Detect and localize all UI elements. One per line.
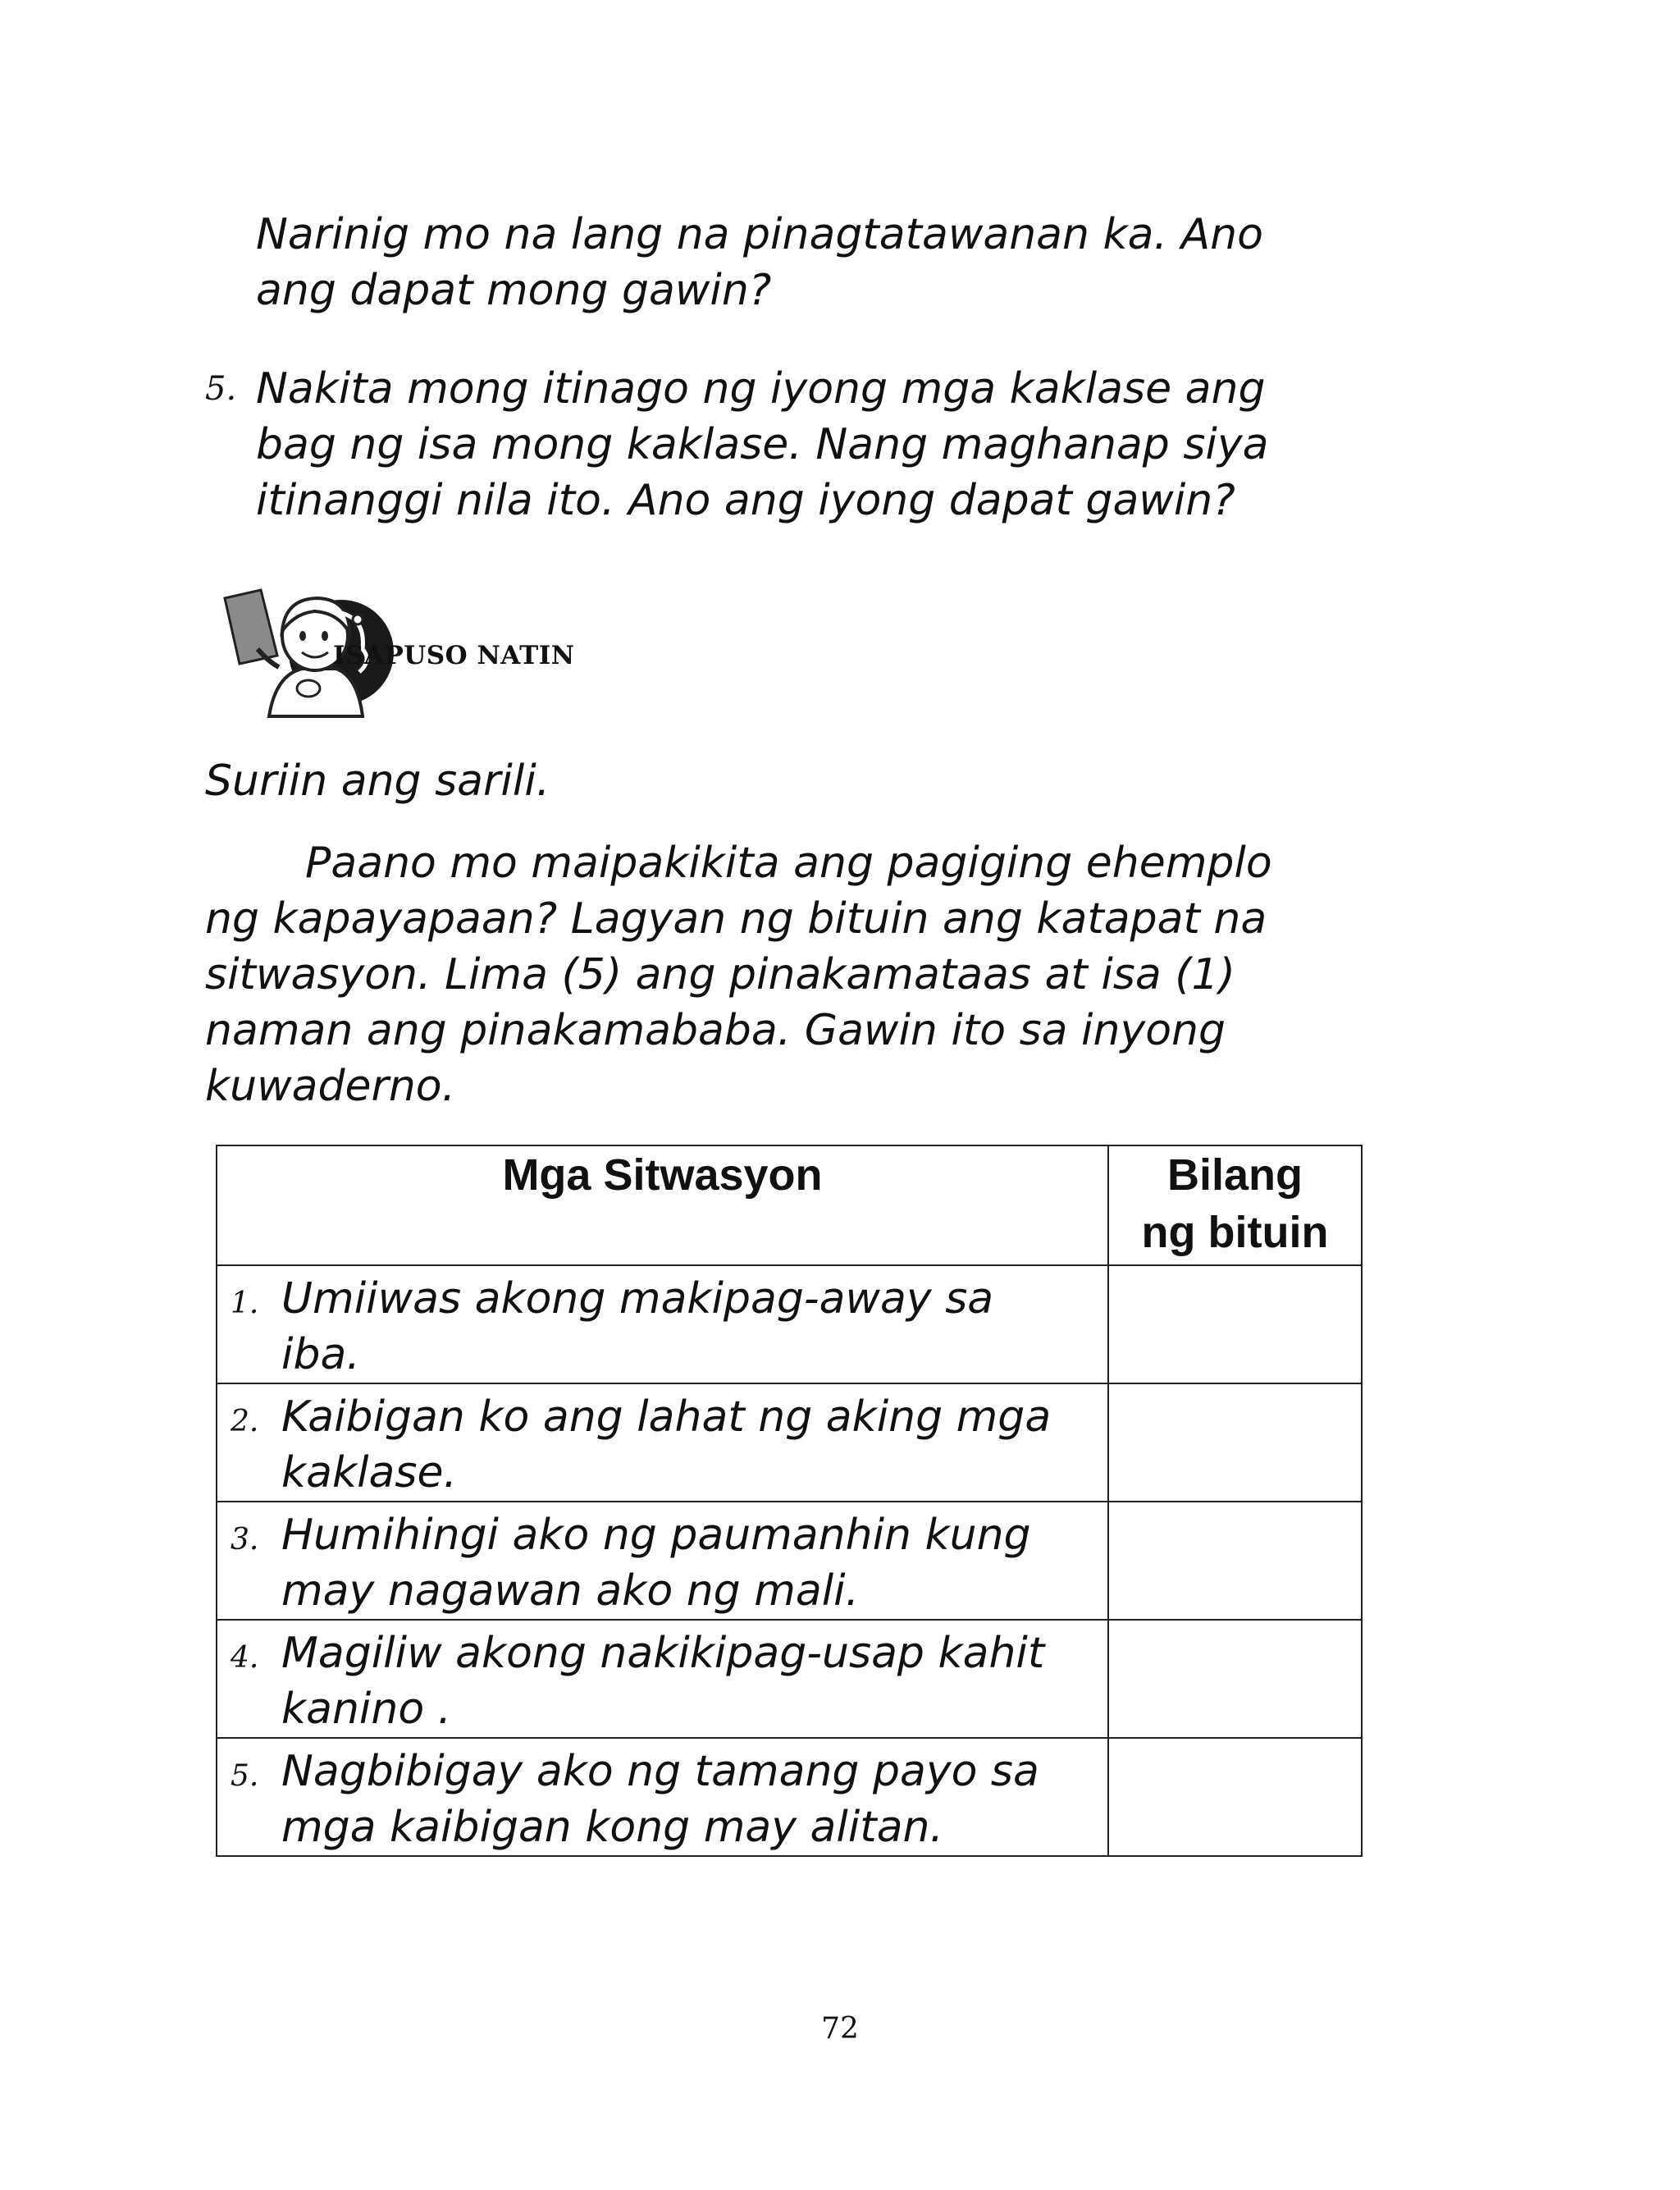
star-count-cell[interactable]: [1108, 1383, 1362, 1502]
header-situations: Mga Sitwasyon: [217, 1145, 1108, 1265]
text-line: kanino .: [281, 1685, 452, 1734]
text-line: naman ang pinakamababa. Gawin ito sa inyong: [205, 1006, 1226, 1055]
row-number: 4.: [231, 1641, 259, 1675]
text-line: bag ng isa mong kaklase. Nang maghanap siya: [256, 420, 1269, 469]
text-line: [205, 835, 1436, 891]
instructions-paragraph: [205, 835, 1436, 1114]
situation-cell: [217, 1738, 1108, 1856]
text-line: iba.: [281, 1330, 360, 1379]
header-line: ng bituin: [1141, 1208, 1329, 1257]
text-line: Umiiwas akong makipag-away sa: [281, 1274, 994, 1324]
text-line: ang dapat mong gawin?: [256, 266, 772, 315]
situation-cell: [217, 1265, 1108, 1383]
header-star-count: [1108, 1145, 1362, 1265]
text-line: kuwaderno.: [205, 1062, 456, 1111]
situation-cell: [217, 1620, 1108, 1738]
text-line: may nagawan ako ng mali.: [281, 1566, 860, 1616]
text-line: mga kaibigan kong may alitan.: [281, 1803, 944, 1852]
star-count-cell[interactable]: [1108, 1620, 1362, 1738]
text-line: Magiliw akong nakikipag-usap kahit: [281, 1629, 1045, 1678]
text-line: ng kapayapaan? Lagyan ng bituin ang katapat na: [205, 894, 1267, 944]
header-line: Bilang: [1166, 1150, 1303, 1200]
row-number: 1.: [231, 1287, 259, 1320]
row-number: 2.: [231, 1405, 259, 1438]
row-number: 5.: [231, 1759, 259, 1793]
situations-table: [216, 1145, 1363, 1857]
item-4-continuation: [256, 207, 1421, 318]
table-row: [217, 1738, 1362, 1856]
section-title: ISAPUSO NATIN: [333, 641, 575, 670]
question-item-5: [205, 361, 1419, 528]
row-number: 3.: [231, 1523, 259, 1557]
text-line: Nagbibigay ako ng tamang payo sa: [281, 1747, 1039, 1796]
situation-cell: [217, 1502, 1108, 1620]
text-line-content: Paano mo maipakikita ang pagiging ehemplo: [305, 839, 1272, 888]
page-number: 72: [821, 2012, 859, 2046]
star-count-cell[interactable]: [1108, 1265, 1362, 1383]
table-row: [217, 1620, 1362, 1738]
star-count-cell[interactable]: [1108, 1738, 1362, 1856]
situation-cell: [217, 1383, 1108, 1502]
star-count-cell[interactable]: [1108, 1502, 1362, 1620]
section-header: [210, 570, 637, 718]
table-row: [217, 1265, 1362, 1383]
subheading: Suriin ang sarili.: [205, 757, 550, 806]
table-header-row: [217, 1145, 1362, 1265]
text-line: Narinig mo na lang na pinagtatawanan ka. Ano: [256, 210, 1263, 259]
text-line: Nakita mong itinago ng iyong mga kaklase ang: [256, 364, 1266, 414]
table-row: [217, 1383, 1362, 1502]
text-line: kaklase.: [281, 1448, 458, 1497]
table-row: [217, 1502, 1362, 1620]
text-line: Humihingi ako ng paumanhin kung: [281, 1511, 1031, 1560]
item-number: 5.: [205, 370, 237, 408]
text-line: sitwasyon. Lima (5) ang pinakamataas at isa (1): [205, 950, 1235, 999]
text-line: itinanggi nila ito. Ano ang iyong dapat gawin?: [256, 476, 1235, 525]
text-line: Kaibigan ko ang lahat ng aking mga: [281, 1392, 1052, 1442]
